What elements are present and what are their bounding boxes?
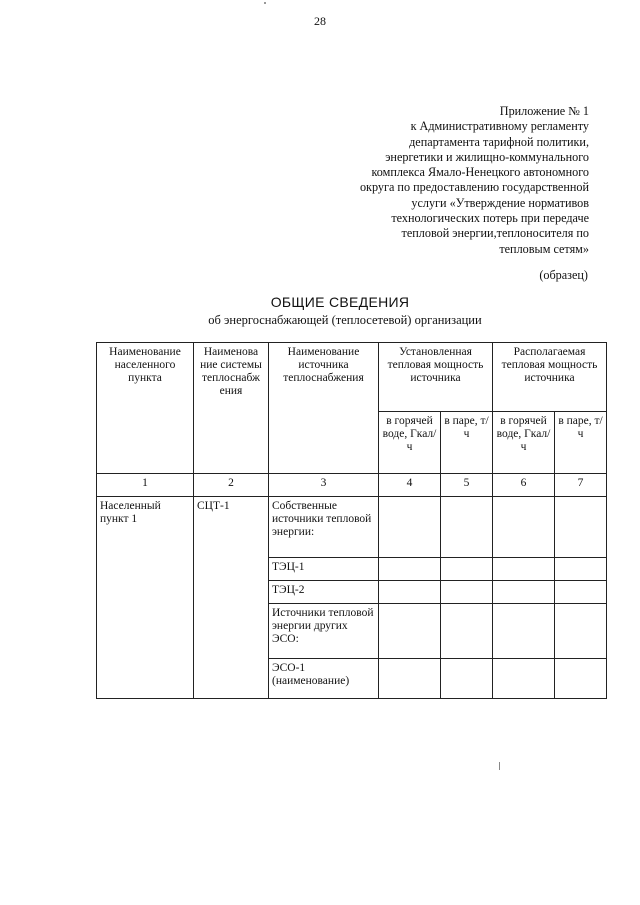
scan-mark bbox=[499, 762, 500, 770]
empty-cell bbox=[379, 604, 441, 659]
column-number: 4 bbox=[379, 474, 441, 497]
appendix-line: энергетики и жилищно-коммунального bbox=[385, 149, 589, 164]
empty-cell bbox=[441, 558, 493, 581]
empty-cell bbox=[493, 604, 555, 659]
empty-cell bbox=[555, 659, 607, 699]
column-number: 1 bbox=[97, 474, 194, 497]
source-cell: Собственные источники тепловой энергии: bbox=[269, 497, 379, 558]
table-row bbox=[97, 497, 607, 558]
page-number: 28 bbox=[314, 14, 326, 28]
header-locality: Наименование населенного пункта bbox=[97, 343, 194, 474]
header-hot-water: в горячей воде, Гкал/ч bbox=[379, 412, 441, 474]
column-number: 6 bbox=[493, 474, 555, 497]
empty-cell bbox=[379, 558, 441, 581]
header-row bbox=[97, 343, 607, 412]
empty-cell bbox=[493, 558, 555, 581]
locality-cell: Населенный пункт 1 bbox=[97, 497, 194, 699]
document-title: ОБЩИЕ СВЕДЕНИЯ bbox=[270, 294, 410, 310]
empty-cell bbox=[493, 497, 555, 558]
empty-cell bbox=[493, 659, 555, 699]
appendix-line: технологических потерь при передаче bbox=[391, 211, 589, 226]
column-number: 7 bbox=[555, 474, 607, 497]
empty-cell bbox=[379, 659, 441, 699]
header-steam-2: в паре, т/ч bbox=[555, 412, 607, 474]
empty-cell bbox=[555, 604, 607, 659]
source-cell: ЭСО-1 (наименование) bbox=[269, 659, 379, 699]
empty-cell bbox=[441, 659, 493, 699]
system-cell: СЦТ-1 bbox=[194, 497, 269, 699]
header-hot-water-2: в горячей воде, Гкал/ч bbox=[493, 412, 555, 474]
sample-label: (образец) bbox=[539, 268, 588, 282]
empty-cell bbox=[379, 497, 441, 558]
empty-cell bbox=[379, 581, 441, 604]
organization-info-table bbox=[96, 342, 607, 699]
empty-cell bbox=[493, 581, 555, 604]
empty-cell bbox=[441, 497, 493, 558]
header-available-capacity: Располагаемая тепловая мощность источника bbox=[493, 343, 607, 412]
appendix-line: департамента тарифной политики, bbox=[409, 134, 589, 149]
appendix-line: к Административному регламенту bbox=[410, 119, 589, 134]
scan-speck bbox=[264, 2, 266, 4]
column-number: 2 bbox=[194, 474, 269, 497]
header-steam: в паре, т/ч bbox=[441, 412, 493, 474]
empty-cell bbox=[441, 604, 493, 659]
empty-cell bbox=[555, 581, 607, 604]
header-system: Наименова ние системы теплоснабж ения bbox=[194, 343, 269, 474]
appendix-line: услуги «Утверждение нормативов bbox=[411, 195, 589, 210]
column-number-row bbox=[97, 474, 607, 497]
source-cell: Источники тепловой энергии других ЭСО: bbox=[269, 604, 379, 659]
source-cell: ТЭЦ-2 bbox=[269, 581, 379, 604]
appendix-block bbox=[289, 104, 589, 257]
appendix-line: комплекса Ямало-Ненецкого автономного bbox=[371, 165, 589, 180]
header-installed-capacity: Установленная тепловая мощность источника bbox=[379, 343, 493, 412]
appendix-line: округа по предоставлению государственной bbox=[359, 180, 589, 195]
header-source: Наименование источника теплоснабжения bbox=[269, 343, 379, 474]
column-number: 3 bbox=[269, 474, 379, 497]
empty-cell bbox=[441, 581, 493, 604]
column-number: 5 bbox=[441, 474, 493, 497]
appendix-line: тепловой энергии,теплоносителя по bbox=[401, 226, 589, 241]
appendix-line: Приложение № 1 bbox=[499, 104, 589, 118]
appendix-line: тепловым сетям» bbox=[499, 241, 589, 256]
source-cell: ТЭЦ-1 bbox=[269, 558, 379, 581]
empty-cell bbox=[555, 558, 607, 581]
document-subtitle: об энергоснабжающей (теплосетевой) организации bbox=[208, 313, 482, 327]
empty-cell bbox=[555, 497, 607, 558]
